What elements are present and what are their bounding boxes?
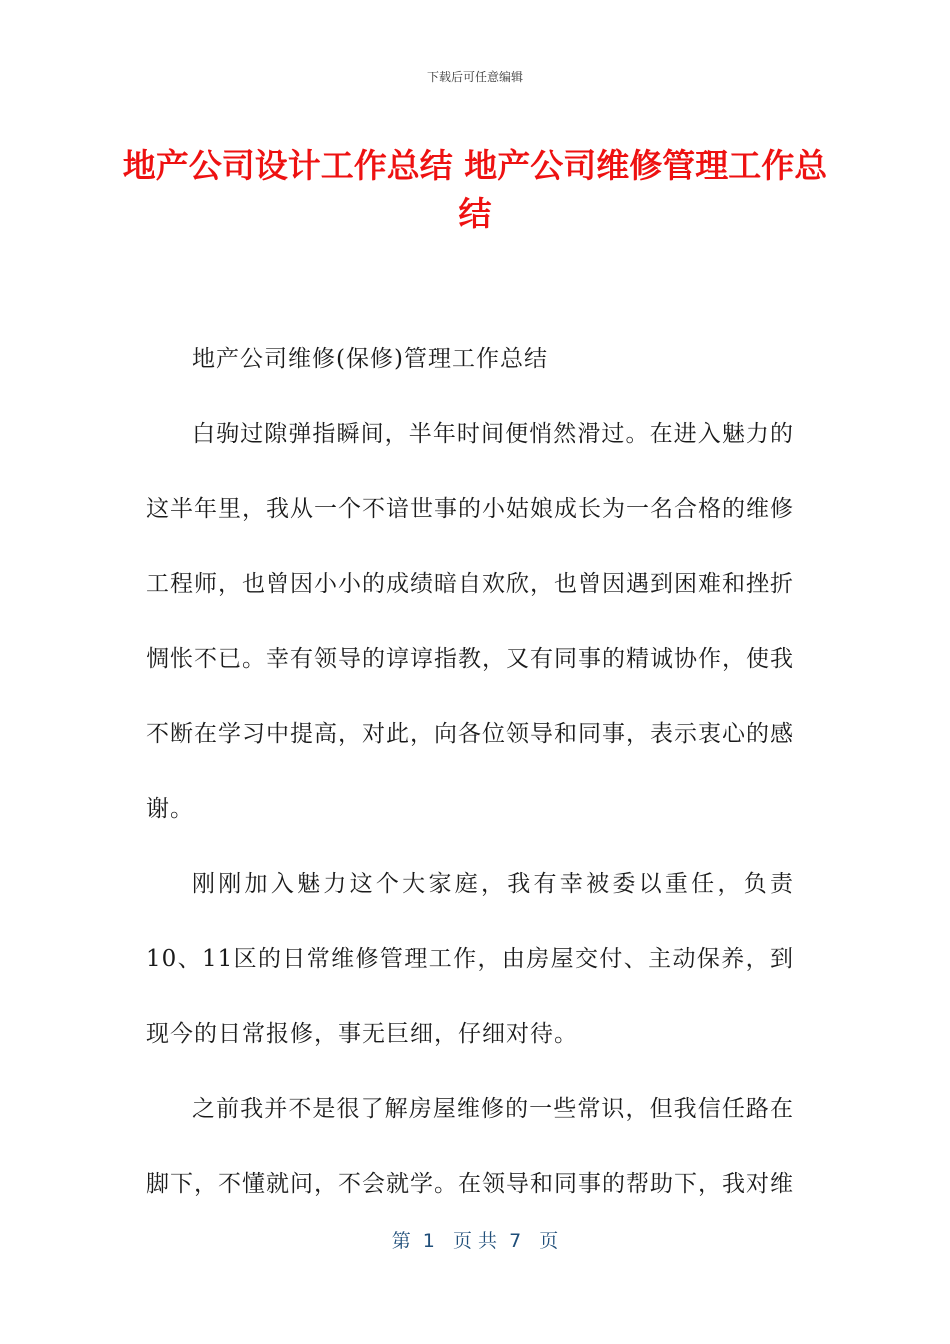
paragraph: 之前我并不是很了解房屋维修的一些常识，但我信任路在脚下，不懂就问，不会就学。在领导和同事的帮助下，我对维 (146, 1096, 794, 1197)
document-title: 地产公司设计工作总结 地产公司维修管理工作总结 (122, 146, 828, 233)
page-footer: 第 1 页 共 7 页 (391, 1230, 559, 1252)
paragraph-subtitle: 地产公司维修(保修)管理工作总结 (192, 346, 548, 372)
header-note: 下载后可任意编辑 (426, 70, 523, 84)
paragraph: 刚刚加入魅力这个大家庭，我有幸被委以重任，负责10、11区的日常维修管理工作，由房屋交付、主动保养，到现今的日常报修，事无巨细，仔细对待。 (146, 871, 794, 1047)
paragraph: 白驹过隙弹指瞬间，半年时间便悄然滑过。在进入魅力的这半年里，我从一个不谙世事的小姑娘成长为一名合格的维修工程师，也曾因小小的成绩暗自欢欣，也曾因遇到困难和挫折惆怅不已。幸有领导的谆谆指教，又有同事的精诚协作，使我不断在学习中提高，对此，向各位领导和同事，表示衷心的感谢。 (146, 421, 794, 822)
document-body (146, 322, 794, 1222)
